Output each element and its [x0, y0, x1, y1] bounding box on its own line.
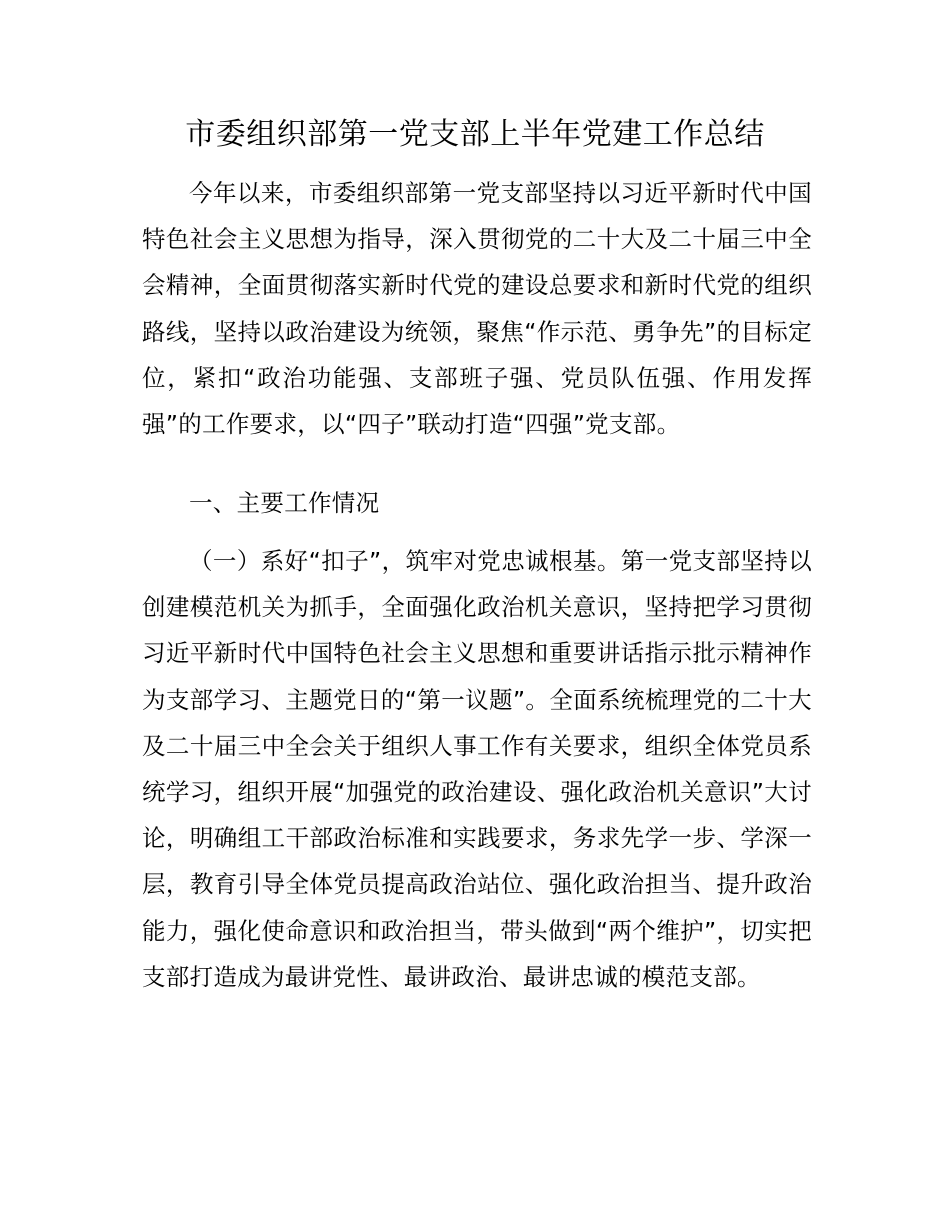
section-heading: 一、主要工作情况 [189, 489, 380, 517]
intro-paragraph: 今年以来，市委组织部第一党支部坚持以习近平新时代中国特色社会主义思想为指导，深入贯彻党的二十大及二十届三中全会精神，全面贯彻落实新时代党的建设总要求和新时代党的组织路线，坚持以政治建设为统领，聚焦“作示范、勇争先”的目标定位，紧扣“政治功能强、支部班子强、党员队伍强、作用发挥强”的工作要求，以“四子”联动打造“四强”党支部。 [142, 179, 812, 439]
section-paragraph: （一）系好“扣子”，筑牢对党忠诚根基。第一党支部坚持以创建模范机关为抓手，全面强化政治机关意识，坚持把学习贯彻习近平新时代中国特色社会主义思想和重要讲话指示批示精神作为支部学习、主题党日的“第一议题”。全面系统梳理党的二十大及二十届三中全会关于组织人事工作有关要求，组织全体党员系统学习，组织开展“加强党的政治建设、强化政治机关意识”大讨论，明确组工干部政治标准和实践要求，务求先学一步、学深一层，教育引导全体党员提高政治站位、强化政治担当、提升政治能力，强化使命意识和政治担当，带头做到“两个维护”，切实把支部打造成为最讲党性、最讲政治、最讲忠诚的模范支部。 [142, 547, 812, 991]
document-title: 市委组织部第一党支部上半年党建工作总结 [185, 117, 765, 152]
